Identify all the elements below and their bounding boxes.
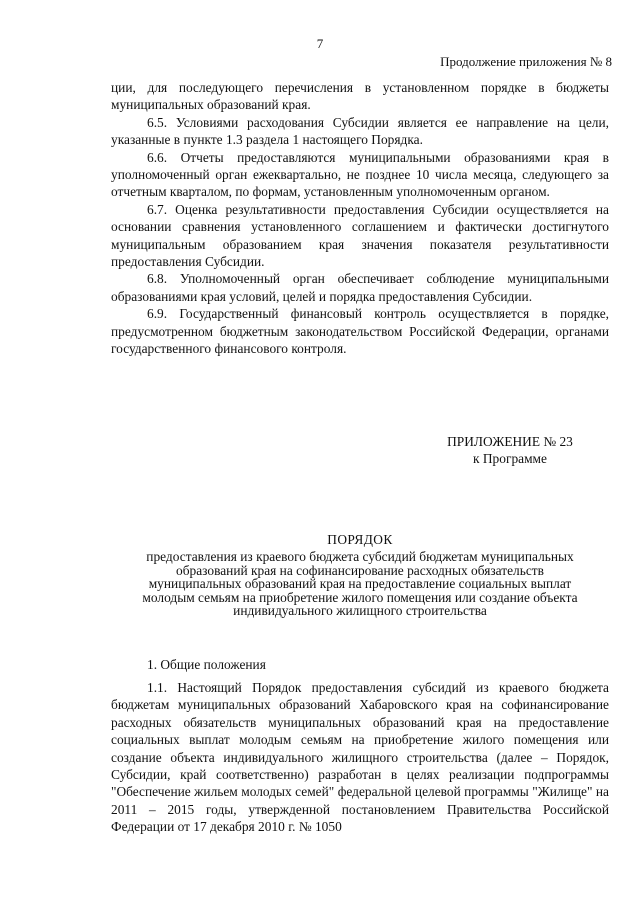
continuation-note: Продолжение приложения № 8 xyxy=(440,54,612,69)
paragraph-continuation: ции, для последующего перечисления в установленном порядке в бюджеты муниципальных образований края. xyxy=(111,80,609,113)
paragraph-6-5: 6.5. Условиями расходования Субсидии является ее направление на цели, указанные в пункте 1.3 раздела 1 настоящего Порядка. xyxy=(111,114,609,148)
top-text-block xyxy=(111,79,609,358)
document-subtitle xyxy=(111,550,609,618)
subtitle-line: образований края на софинансирование расходных обязательств xyxy=(176,562,544,578)
section-heading: 1. Общие положения xyxy=(147,657,266,672)
page-number: 7 xyxy=(316,36,324,51)
subtitle-line: молодым семьям на приобретение жилого помещения или создание объекта xyxy=(142,589,578,605)
paragraph-6-6: 6.6. Отчеты предоставляются муниципальными образованиями края в уполномоченный орган ежеквартально, не позднее 10 числа месяца, следующего за отчетным кварталом, по формам, установленным уполномоченным органом. xyxy=(111,149,609,200)
subtitle-line: индивидуального жилищного строительства xyxy=(233,603,487,618)
document-title: ПОРЯДОК xyxy=(327,532,393,547)
appendix-label xyxy=(440,433,580,467)
subtitle-line: предоставления из краевого бюджета субсидий бюджетам муниципальных xyxy=(146,549,574,564)
paragraph-6-8: 6.8. Уполномоченный орган обеспечивает соблюдение муниципальными образованиями края условий, целей и порядка предоставления Субсидии. xyxy=(111,271,609,304)
subtitle-line: муниципальных образований края на предоставление социальных выплат xyxy=(148,576,572,591)
paragraph-6-9: 6.9. Государственный финансовый контроль осуществляется в порядке, предусмотренном бюджетным законодательством Российской Федерации, органами государственного финансового контроля. xyxy=(111,306,609,357)
appendix-number: ПРИЛОЖЕНИЕ № 23 xyxy=(447,434,573,449)
section-text-block xyxy=(111,679,609,836)
paragraph-6-7: 6.7. Оценка результативности предоставления Субсидии осуществляется на основании сравнения установленного соглашением и фактически достигнутого муниципальным образованием края значения показателя результативности предоставления Субсидии. xyxy=(111,201,609,270)
appendix-reference: к Программе xyxy=(473,451,547,466)
paragraph-1-1: 1.1. Настоящий Порядок предоставления субсидий из краевого бюджета бюджетам муниципальных образований Хабаровского края на софинансирование расходных обязательств муниципальных образований края на предоставление социальных выплат молодым семьям на приобретение жилого помещения или создание объекта индивидуального жилищного строительства (далее – Порядок, Субсидии, край соответственно) разработан в целях реализации подпрограммы "Обеспечение жильем молодых семей" федеральной целевой программы "Жилище" на 2011 – 2015 годы, утвержденной постановлением Правительства Российской Федерации от 17 декабря 2010 г. № 1050 xyxy=(111,680,609,835)
